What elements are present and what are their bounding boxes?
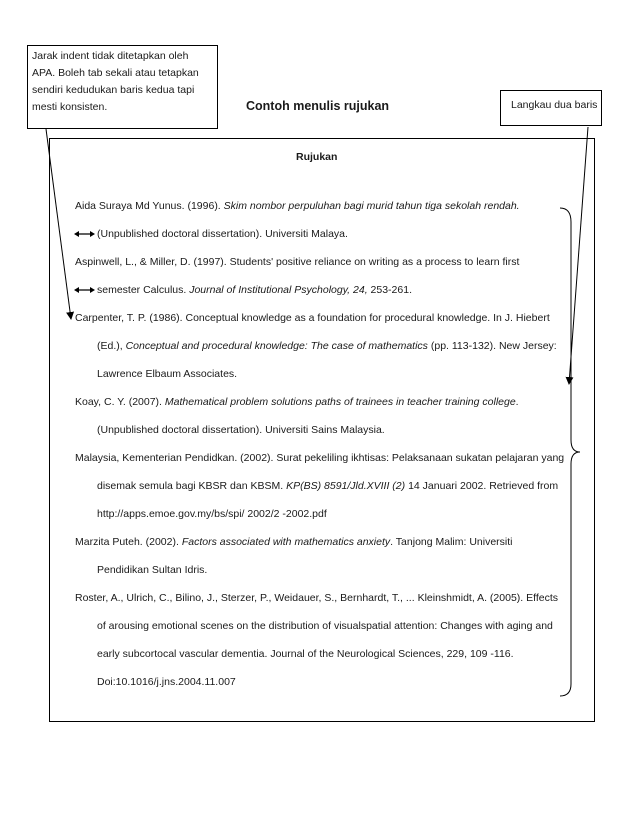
reference-2-line-2 <box>97 283 412 297</box>
reference-3-line-1: Carpenter, T. P. (1986). Conceptual knowledge as a foundation for procedural knowledge. In J. Hiebert <box>75 312 550 324</box>
reference-7-line-1: Roster, A., Ulrich, C., Bilino, J., Sterzer, P., Weidauer, S., Bernhardt, T., ... Kleinshmidt, A. (2005). Effects <box>75 592 559 604</box>
reference-5-line-2 <box>97 479 558 493</box>
reference-2-journal: Journal of Institutional Psychology, 24, <box>189 284 368 296</box>
reference-4-title: Mathematical problem solutions paths of trainees in teacher training college <box>164 396 516 408</box>
reference-3-line-3: Lawrence Elbaum Associates. <box>97 368 238 380</box>
callout-double-space-note <box>500 90 602 126</box>
reference-5-seg-b: 14 Januari 2002. Retrieved from <box>405 480 559 492</box>
reference-1-author: Aida Suraya Md Yunus. (1996). <box>75 200 224 212</box>
callout-indent-line-2: APA. Boleh tab sekali atau tetapkan <box>32 67 199 79</box>
callout-indent-line-1: Jarak indent tidak ditetapkan oleh <box>32 50 189 62</box>
reference-7-line-4: Doi:10.1016/j.jns.2004.11.007 <box>97 676 236 688</box>
page-title: Contoh menulis rujukan <box>246 99 390 113</box>
callout-indent-line-4: mesti konsisten. <box>32 101 108 113</box>
reference-5-seg-a: disemak semula bagi KBSR dan KBSM. <box>97 480 287 492</box>
callout-indent-line-3: sendiri kedudukan baris kedua tapi <box>32 84 195 96</box>
reference-6-line-2: Pendidikan Sultan Idris. <box>97 564 208 576</box>
reference-7-line-2: of arousing emotional scenes on the distribution of visualspatial attention: Changes with aging and <box>97 620 553 632</box>
reference-2-seg-b: 253-261. <box>367 284 412 296</box>
reference-3-seg-b: (pp. 113-132). New Jersey: <box>427 340 557 352</box>
reference-3-line-2 <box>97 339 557 353</box>
reference-1-line-1 <box>75 199 520 213</box>
reference-4-line-2: (Unpublished doctoral dissertation). Universiti Sains Malaysia. <box>97 424 385 436</box>
reference-heading: Rujukan <box>296 151 338 163</box>
reference-6-title: Factors associated with mathematics anxiety <box>181 536 391 548</box>
reference-2-seg-a: semester Calculus. <box>97 284 190 296</box>
reference-3-seg-a: (Ed.), <box>97 340 126 352</box>
reference-4-line-1 <box>75 395 519 409</box>
reference-3-book-title: Conceptual and procedural knowledge: The case of mathematics <box>125 340 428 352</box>
callout-indent-note <box>27 45 218 129</box>
reference-5-line-1: Malaysia, Kementerian Pendidkan. (2002). Surat pekeliling ikhtisas: Pelaksanaan sukatan pelajaran yang <box>75 452 565 464</box>
reference-6-author: Marzita Puteh. (2002). <box>75 536 182 548</box>
callout-double-space-text: Langkau dua baris <box>511 99 598 111</box>
reference-1-line-2: (Unpublished doctoral dissertation). Universiti Malaya. <box>97 228 348 240</box>
reference-4-author: Koay, C. Y. (2007). <box>75 396 165 408</box>
reference-1-title: Skim nombor perpuluhan bagi murid tahun tiga sekolah rendah. <box>223 200 520 212</box>
reference-6-line-1 <box>75 535 513 549</box>
reference-5-line-3: http://apps.emoe.gov.my/bs/spi/ 2002/2 -2002.pdf <box>97 508 327 520</box>
reference-5-code: KP(BS) 8591/Jld.XVIII (2) <box>286 480 406 492</box>
reference-4-end: . <box>515 396 519 408</box>
reference-2-line-1: Aspinwell, L., & Miller, D. (1997). Students' positive reliance on writing as a process to learn first <box>75 256 520 268</box>
reference-6-end: . Tanjong Malim: Universiti <box>390 536 513 548</box>
reference-7-line-3: early subcortocal vascular dementia. Journal of the Neurological Sciences, 229, 109 -116. <box>97 648 514 660</box>
